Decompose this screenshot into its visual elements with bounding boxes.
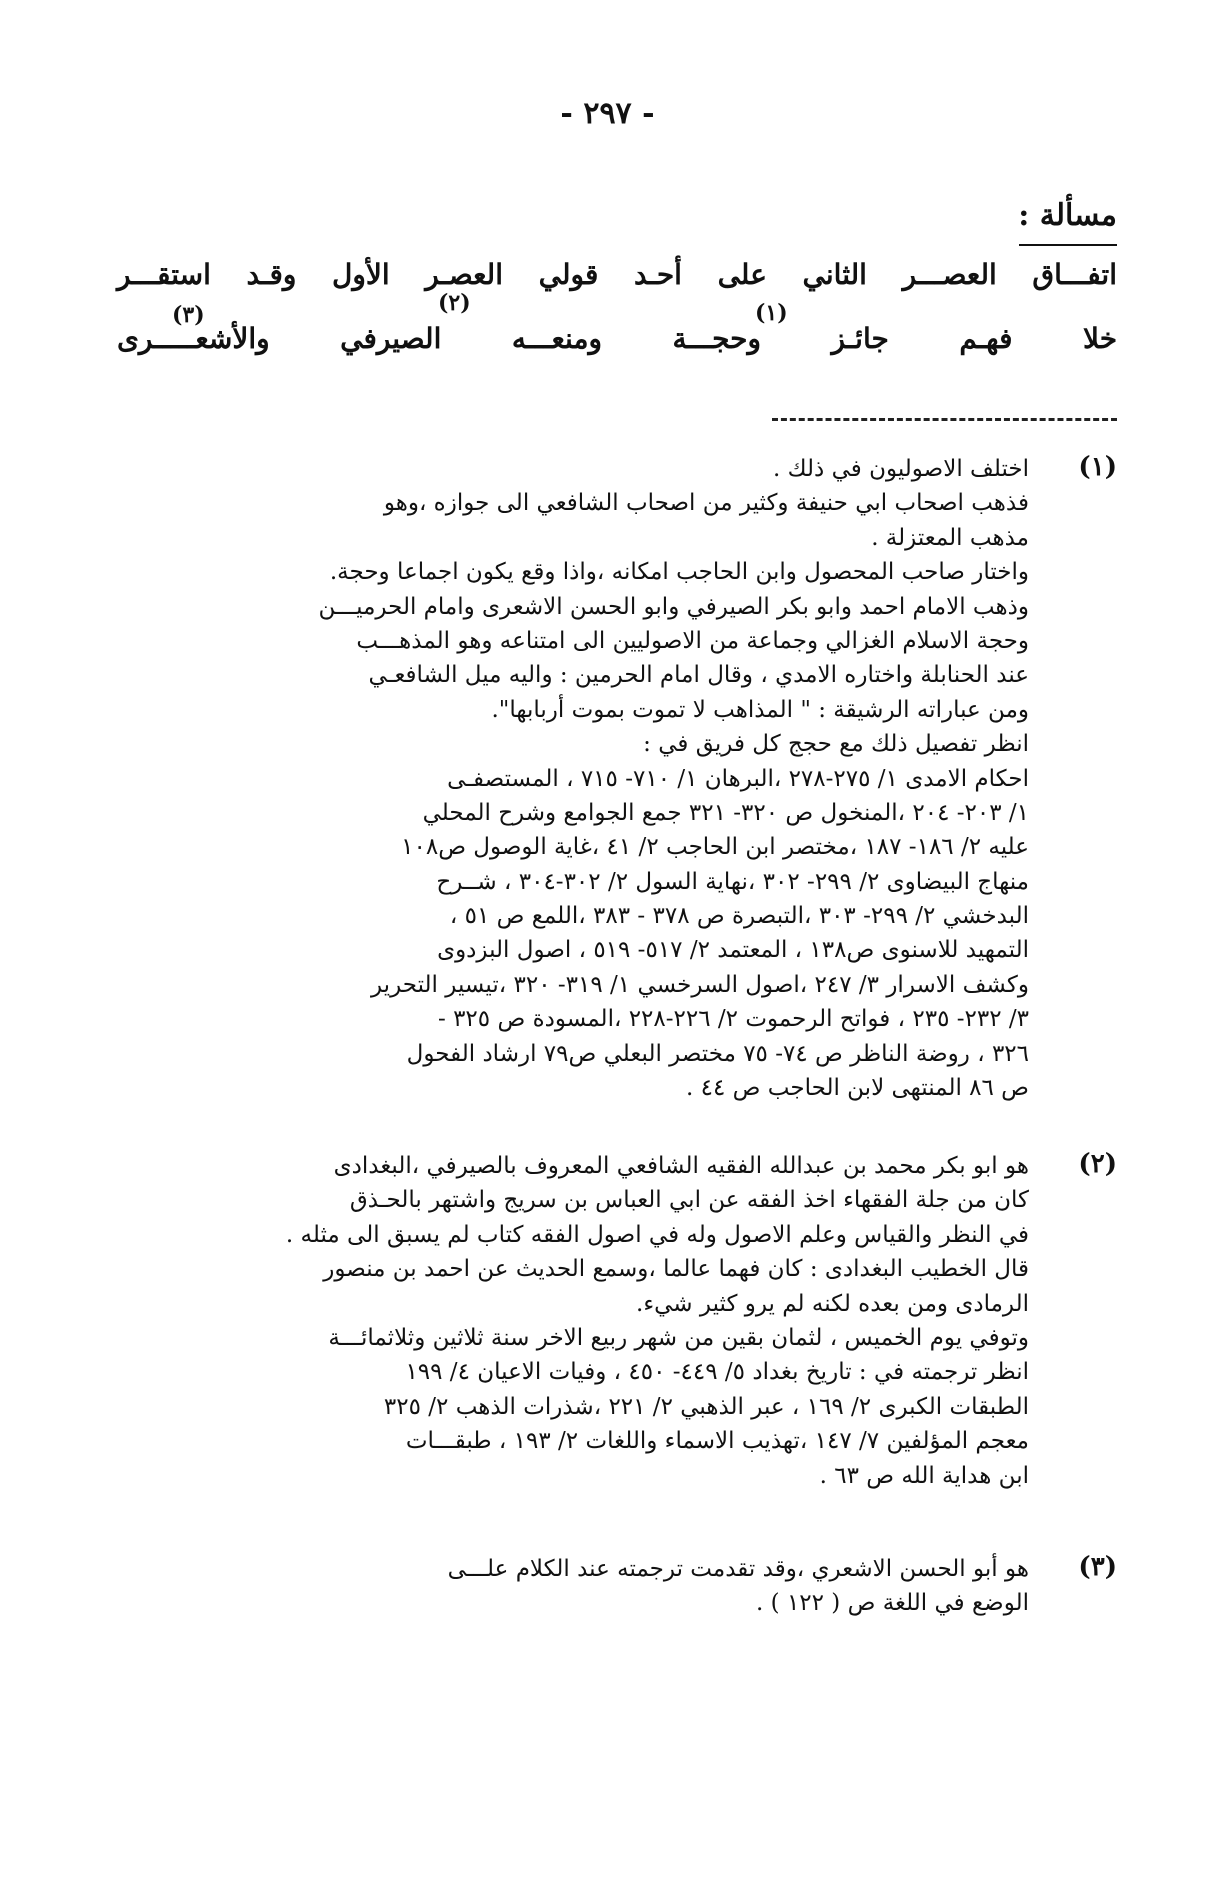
- footnote-line: فذهب اصحاب ابي حنيفة وكثير من اصحاب الشافعي الى جوازه ،وهو: [383, 490, 1029, 517]
- footnote-line: الوضع في اللغة ص ( ١٢٢ ) .: [756, 1590, 1029, 1617]
- footnote-line: وكشف الاسرار ٣/ ٢٤٧ ،اصول السرخسي ١/ ٣١٩- ٣٢٠ ،تيسير التحرير: [370, 971, 1029, 998]
- heading-underline: [1019, 244, 1117, 246]
- footnote-number: (١): [1078, 452, 1117, 482]
- footnote-line: التمهيد للاسنوى ص١٣٨ ، المعتمد ٢/ ٥١٧- ٥١٩ ، اصول البزدوى: [437, 937, 1029, 964]
- footnote-2: [77, 1149, 1117, 1493]
- footnote-1: [77, 452, 1117, 1105]
- footnote-line: وذهب الامام احمد وابو بكر الصيرفي وابو الحسن الاشعرى وامام الحرميـــن: [318, 593, 1029, 620]
- footnote-line: ص ٨٦ المنتهى لابن الحاجب ص ٤٤ .: [686, 1075, 1029, 1102]
- footnote-line: هو أبو الحسن الاشعري ،وقد تقدمت ترجمته عند الكلام علـــى: [447, 1556, 1029, 1582]
- footnote-line: قال الخطيب البغدادى : كان فهما عالما ،وسمع الحديث عن احمد بن منصور: [323, 1256, 1029, 1283]
- page-number: - ٢٩٧ -: [560, 96, 655, 131]
- footnote-line: وتوفي يوم الخميس ، لثمان بقين من شهر ربيع الاخر سنة ثلاثين وثلاثمائـــة: [328, 1324, 1029, 1351]
- section-heading: مسألة :: [1018, 198, 1117, 233]
- footnote-line: انظر تفصيل ذلك مع حجج كل فريق في :: [643, 731, 1029, 758]
- footnote-line: الطبقات الكبرى ٢/ ١٦٩ ، عبر الذهبي ٢/ ٢٢١ ،شذرات الذهب ٢/ ٣٢٥: [383, 1393, 1029, 1420]
- footnote-line: واختار صاحب المحصول وابن الحاجب امكانه ،واذا وقع يكون اجماعا وحجة.: [329, 559, 1029, 586]
- main-text-line-2: خلا فهـم جائـز وحجـــة ومنعـــه الصيرفي والأشعـــــرى: [117, 322, 1117, 355]
- footnote-line: عليه ٢/ ١٨٦- ١٨٧ ،مختصر ابن الحاجب ٢/ ٤١ ،غاية الوصول ص١٠٨: [401, 834, 1029, 861]
- footnote-line: الرمادى ومن بعده لكنه لم يرو كثير شيء.: [636, 1290, 1029, 1317]
- footnote-line: ٣٢٦ ، روضة الناظر ص ٧٤- ٧٥ مختصر البعلي ص٧٩ ارشاد الفحول: [406, 1040, 1029, 1067]
- footnote-line: معجم المؤلفين ٧/ ١٤٧ ،تهذيب الاسماء واللغات ٢/ ١٩٣ ، طبقـــات: [405, 1428, 1029, 1455]
- footnote-line: احكام الامدى ١/ ٢٧٥-٢٧٨ ،البرهان ١/ ٧١٠- ٧١٥ ، المستصفـى: [447, 765, 1029, 792]
- footnote-line: منهاج البيضاوى ٢/ ٢٩٩- ٣٠٢ ،نهاية السول ٢/ ٣٠٢-٣٠٤ ، شــرح: [436, 868, 1029, 895]
- footnote-ref-1: (١): [755, 300, 788, 326]
- footnote-line: ابن هداية الله ص ٦٣ .: [819, 1462, 1029, 1489]
- footnote-body: [77, 452, 1029, 1105]
- footnote-body: [77, 1552, 1029, 1621]
- footnote-ref-3: (٣): [172, 302, 205, 328]
- footnote-line: كان من جلة الفقهاء اخذ الفقه عن ابي العباس بن سريج واشتهر بالحـذق: [349, 1187, 1029, 1214]
- footnote-3: [77, 1552, 1117, 1621]
- footnote-line: البدخشي ٢/ ٢٩٩- ٣٠٣ ،التبصرة ص ٣٧٨ - ٣٨٣ ،اللمع ص ٥١ ،: [449, 903, 1029, 930]
- footnote-body: [77, 1149, 1029, 1493]
- footnote-separator: [772, 418, 1117, 421]
- footnote-number: (٢): [1078, 1149, 1117, 1179]
- footnote-line: مذهب المعتزلة .: [871, 524, 1029, 551]
- footnote-line: انظر ترجمته في : تاريخ بغداد ٥/ ٤٤٩- ٤٥٠ ، وفيات الاعيان ٤/ ١٩٩: [405, 1359, 1029, 1386]
- main-text-line-1: اتفـــاق العصـــر الثاني على أحـد قولي العصـر الأول وقـد استقـــر: [117, 258, 1117, 291]
- footnote-line: ٣/ ٢٣٢- ٢٣٥ ، فواتح الرحموت ٢/ ٢٢٦-٢٢٨ ،المسودة ص ٣٢٥ -: [437, 1006, 1029, 1033]
- footnote-ref-2: (٢): [438, 290, 471, 316]
- footnote-line: اختلف الاصوليون في ذلك .: [773, 456, 1029, 482]
- footnote-line: هو ابو بكر محمد بن عبدالله الفقيه الشافعي المعروف بالصيرفي ،البغدادى: [333, 1153, 1029, 1179]
- footnote-line: ومن عباراته الرشيقة : " المذاهب لا تموت بموت أربابها".: [491, 696, 1029, 723]
- footnote-line: في النظر والقياس وعلم الاصول وله في اصول الفقه كتاب لم يسبق الى مثله .: [285, 1221, 1029, 1248]
- footnote-line: عند الحنابلة واختاره الامدي ، وقال امام الحرمين : واليه ميل الشافعـي: [368, 662, 1029, 689]
- footnote-number: (٣): [1078, 1552, 1117, 1582]
- footnote-line: وحجة الاسلام الغزالي وجماعة من الاصوليين الى امتناعه وهو المذهـــب: [356, 627, 1029, 654]
- footnote-line: ١/ ٢٠٣- ٢٠٤ ،المنخول ص ٣٢٠- ٣٢١ جمع الجوامع وشرح المحلي: [422, 799, 1029, 826]
